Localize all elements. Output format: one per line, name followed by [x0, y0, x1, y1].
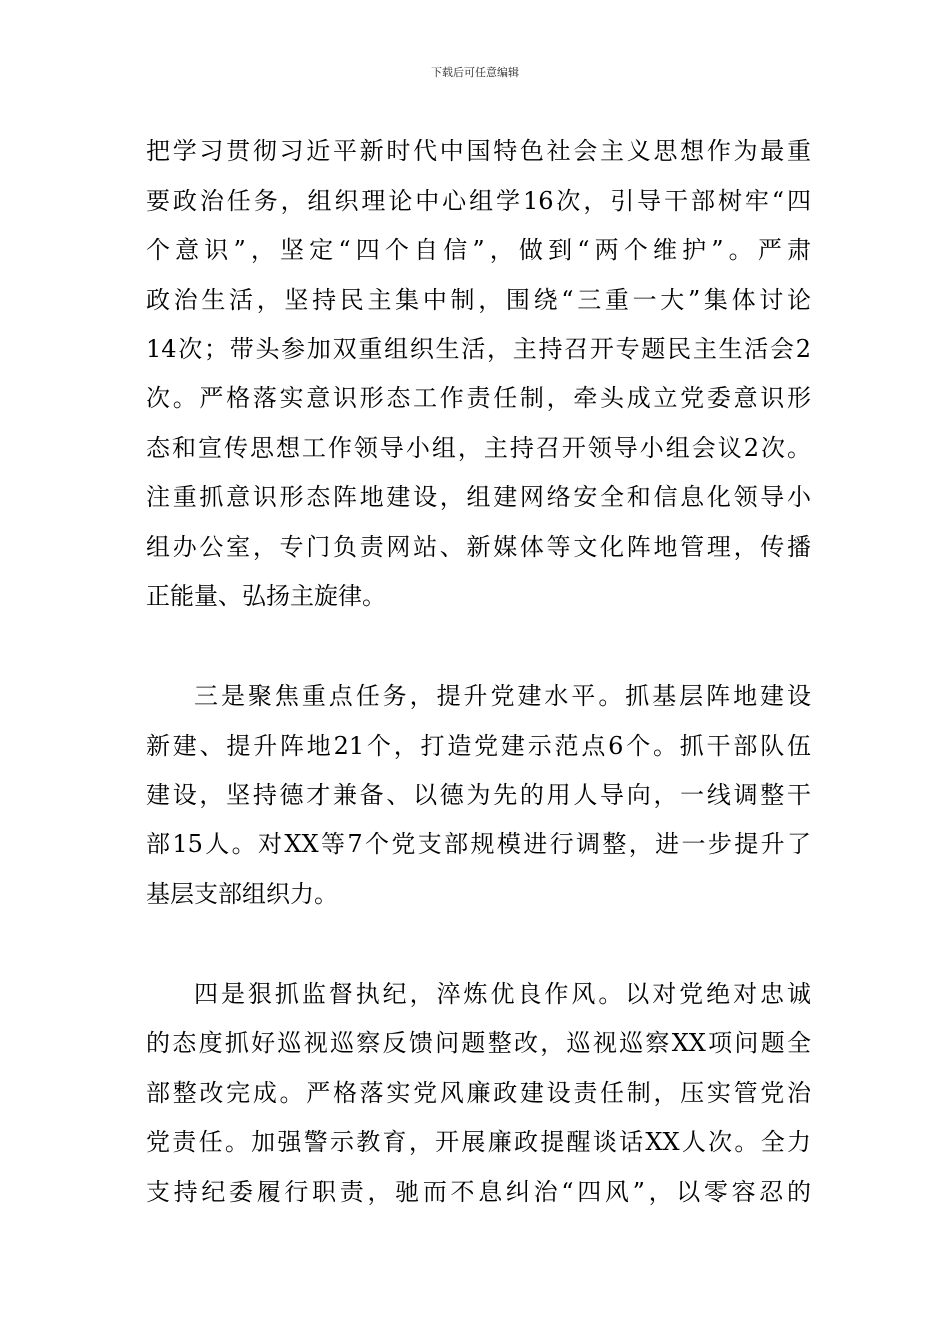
text-line: 把学习贯彻习近平新时代中国特色社会主义思想作为最重	[146, 137, 811, 165]
text-line: 四是狠抓监督执纪，淬炼优良作风。以对党绝对忠诚	[194, 980, 811, 1008]
text-line: 的态度抓好巡视巡察反馈问题整改，巡视巡察XX项问题全	[146, 1029, 811, 1057]
text-line: 基层支部组织力。	[146, 880, 338, 908]
text-line: 注重抓意识形态阵地建设，组建网络安全和信息化领导小	[146, 483, 811, 511]
text-line: 正能量、弘扬主旋律。	[146, 582, 386, 610]
text-line: 三是聚焦重点任务，提升党建水平。抓基层阵地建设	[194, 682, 811, 710]
text-line: 要政治任务，组织理论中心组学16次，引导干部树牢“四	[146, 187, 811, 215]
text-line: 态和宣传思想工作领导小组，主持召开领导小组会议2次。	[146, 434, 811, 462]
text-line: 建设，坚持德才兼备、以德为先的用人导向，一线调整干	[146, 781, 811, 809]
text-line: 14次；带头参加双重组织生活，主持召开专题民主生活会2	[146, 335, 811, 363]
text-line: 新建、提升阵地21个，打造党建示范点6个。抓干部队伍	[146, 732, 811, 760]
text-line: 部15人。对XX等7个党支部规模进行调整，进一步提升了	[146, 830, 811, 858]
page-header: 下载后可任意编辑	[431, 66, 519, 79]
text-line: 次。严格落实意识形态工作责任制，牵头成立党委意识形	[146, 384, 811, 412]
text-line: 政治生活，坚持民主集中制，围绕“三重一大”集体讨论	[146, 286, 811, 314]
text-line: 支持纪委履行职责，驰而不息纠治“四风”，以零容忍的	[146, 1178, 811, 1206]
text-line: 组办公室，专门负责网站、新媒体等文化阵地管理，传播	[146, 533, 811, 561]
text-line: 部整改完成。严格落实党风廉政建设责任制，压实管党治	[146, 1079, 811, 1107]
text-line: 个意识”，坚定“四个自信”，做到“两个维护”。严肃	[146, 236, 811, 264]
text-line: 党责任。加强警示教育，开展廉政提醒谈话XX人次。全力	[146, 1128, 811, 1156]
